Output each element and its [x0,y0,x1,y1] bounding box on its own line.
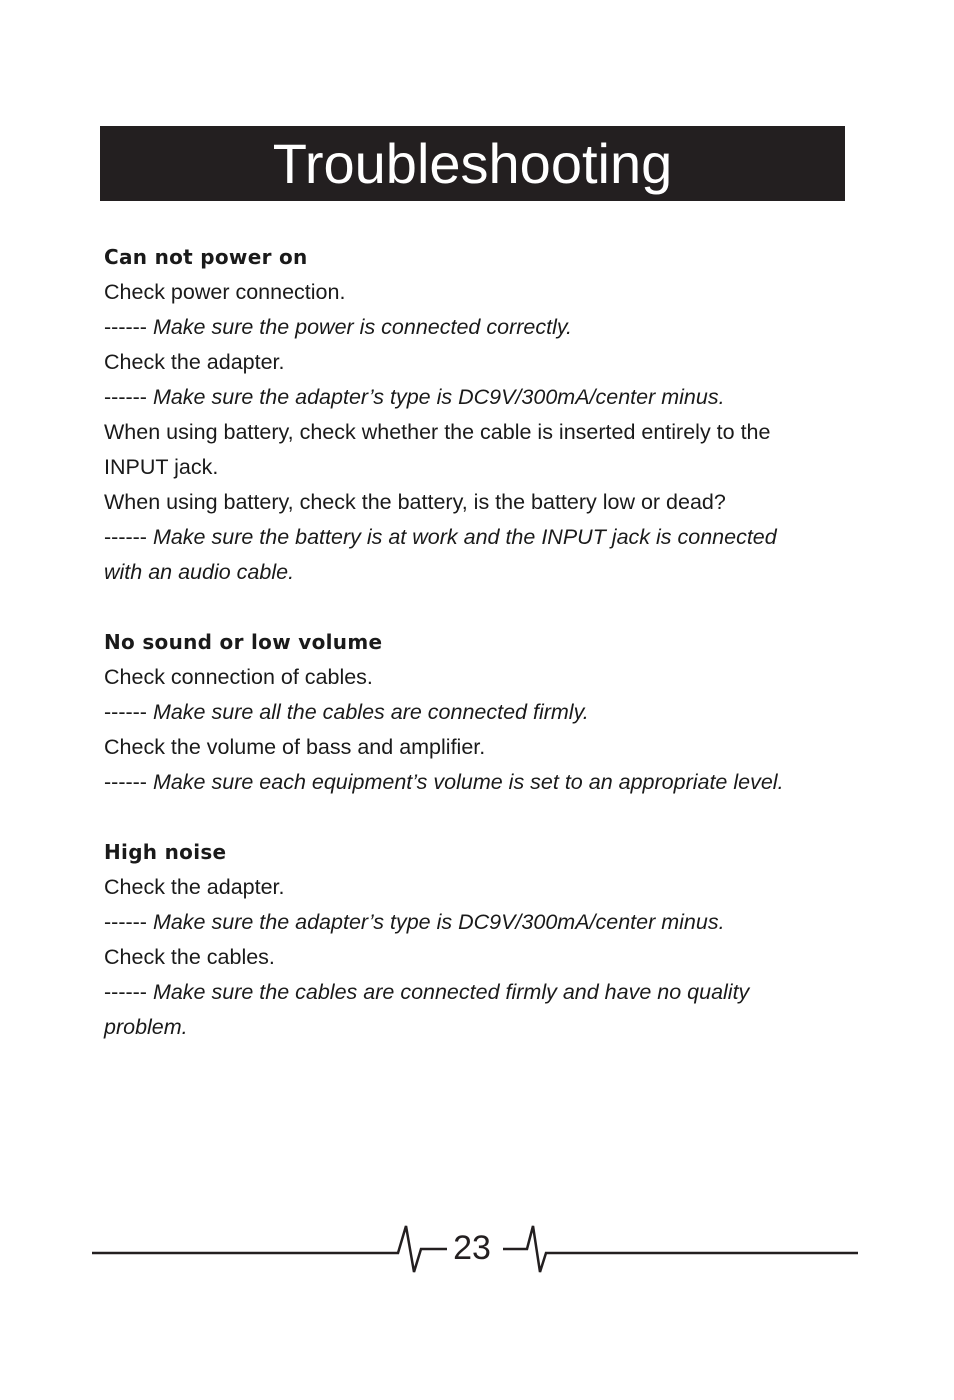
check-item: Check the adapter. [104,350,285,374]
solution-item [104,310,864,345]
left-pulse-line [92,1226,447,1272]
section-heading: High noise [104,840,227,864]
page-footer [0,1220,954,1280]
solution-item [104,905,864,940]
dash-prefix: ------ [104,315,153,339]
solution-text: Make sure the adapter’s type is DC9V/300mA/center minus. [152,910,725,934]
solution-item [104,520,864,555]
section-heading: No sound or low volume [104,630,383,654]
solution-text: Make sure the battery is at work and the INPUT jack is connected [152,525,777,549]
solution-item [104,380,864,415]
dash-prefix: ------ [104,910,153,934]
section-can-not-power-on [104,240,864,590]
solution-text-continued: problem. [104,1015,188,1039]
dash-prefix: ------ [104,980,153,1004]
check-item: When using battery, check whether the cable is inserted entirely to the [104,420,771,444]
check-item: Check the adapter. [104,875,285,899]
solution-text: Make sure the power is connected correctly. [152,315,572,339]
troubleshooting-content [104,240,864,1080]
page-number: 23 [453,1229,491,1267]
solution-item [104,765,864,800]
check-item: Check power connection. [104,280,346,304]
check-item: Check the volume of bass and amplifier. [104,735,486,759]
check-item: Check connection of cables. [104,665,373,689]
check-item-continued: INPUT jack. [104,455,219,479]
solution-item [104,975,864,1010]
check-item: When using battery, check the battery, is the battery low or dead? [104,490,726,514]
solution-text: Make sure all the cables are connected firmly. [152,700,589,724]
title-bar [100,126,845,201]
solution-text: Make sure each equipment’s volume is set to an appropriate level. [152,770,784,794]
section-high-noise [104,835,864,1045]
dash-prefix: ------ [104,700,153,724]
check-item: Check the cables. [104,945,275,969]
dash-prefix: ------ [104,770,153,794]
solution-text: Make sure the adapter’s type is DC9V/300mA/center minus. [152,385,725,409]
solution-text: Make sure the cables are connected firmly and have no quality [152,980,750,1004]
dash-prefix: ------ [104,525,153,549]
section-no-sound-or-low-volume [104,625,864,800]
page-title: Troubleshooting [272,132,673,195]
solution-item [104,695,864,730]
solution-text-continued: with an audio cable. [104,560,295,584]
dash-prefix: ------ [104,385,153,409]
right-pulse-line [503,1226,858,1272]
section-heading: Can not power on [104,245,308,269]
